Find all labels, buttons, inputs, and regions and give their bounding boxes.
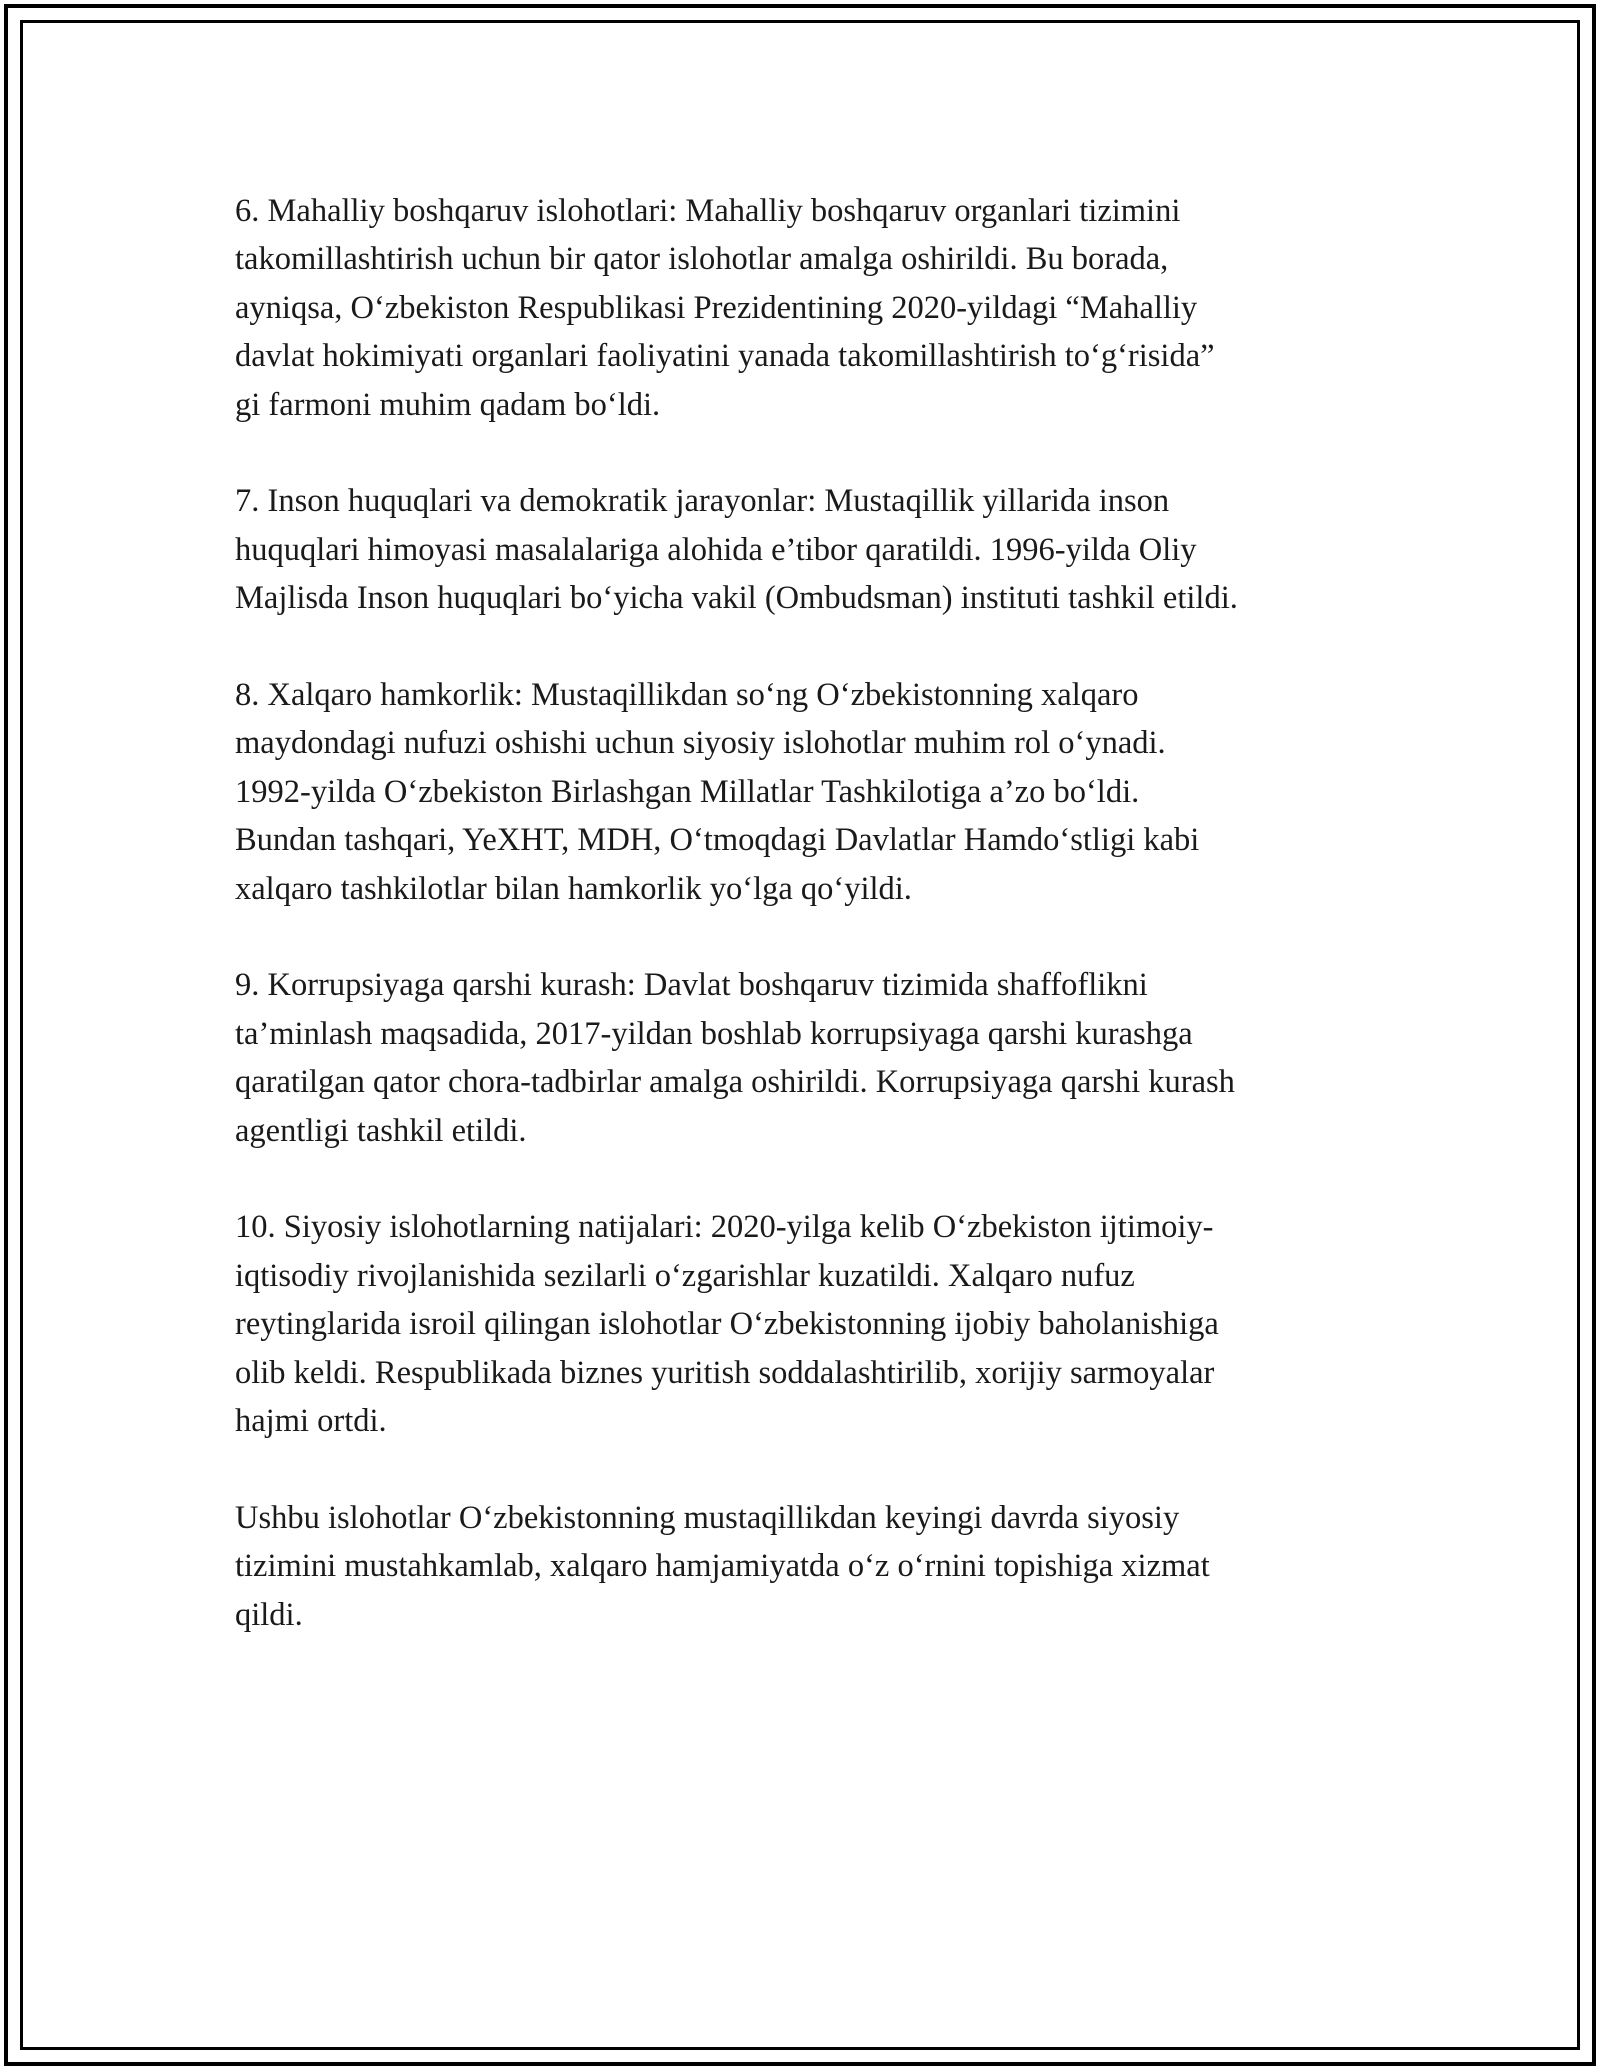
paragraph-international-cooperation: 8. Xalqaro hamkorlik: Mustaqillikdan so‘ng O‘zbekistonning xalqaro maydondagi nufuzi oshishi uchun siyosiy islohotlar muhim rol o‘ynadi. 1992-yilda O‘zbekiston Birlashgan Millatlar Tashkilotiga a’zo bo‘ldi. Bundan tashqari, YeXHT, MDH, O‘tmoqdagi Davlatlar Hamdo‘stligi kabi xalqaro tashkilotlar bilan hamkorlik yo‘lga qo‘yildi. — [235, 677, 1200, 907]
paragraph-reform-results: 10. Siyosiy islohotlarning natijalari: 2020-yilga kelib O‘zbekiston ijtimoiy- iqtisodiy rivojlanishida sezilarli o‘zgarishlar kuzatildi. Xalqaro nufuz reytinglarida isroil qilingan islohotlar O‘zbekistonning ijobiy baholanishiga olib keldi. Respublikada biznes yuritish soddalashtirilib, xorijiy sarmoyalar hajmi ortdi. — [235, 1209, 1219, 1440]
paragraph-local-governance-reforms: 6. Mahalliy boshqaruv islohotlari: Mahalliy boshqaruv organlari tizimini takomillashtirish uchun bir qator islohotlar amalga oshirildi. Bu borada, ayniqsa, O‘zbekiston Respublikasi Prezidentining 2020-yildagi “Mahalliy davlat hokimiyati organlari faoliyatini yanada takomillashtirish to‘g‘risida” gi farmoni muhim qadam bo‘ldi. — [235, 193, 1215, 423]
paragraph-anti-corruption: 9. Korrupsiyaga qarshi kurash: Davlat boshqaruv tizimida shaffoflikni ta’minlash maqsadida, 2017-yildan boshlab korrupsiyaga qarshi kurashga qaratilgan qator chora-tadbirlar amalga oshirildi. Korrupsiyaga qarshi kurash agentligi tashkil etildi. — [235, 967, 1235, 1149]
paragraph-human-rights: 7. Inson huquqlari va demokratik jarayonlar: Mustaqillik yillarida inson huquqlari himoyasi masalalariga alohida e’tibor qaratildi. 1996-yilda Oliy Majlisda Inson huquqlari bo‘yicha vakil (Ombudsman) instituti tashkil etildi. — [235, 483, 1238, 617]
document-body — [235, 187, 1395, 1688]
paragraph-conclusion: Ushbu islohotlar O‘zbekistonning mustaqillikdan keyingi davrda siyosiy tizimini mustahkamlab, xalqaro hamjamiyatda o‘z o‘rnini topishiga xizmat qildi. — [235, 1499, 1210, 1633]
